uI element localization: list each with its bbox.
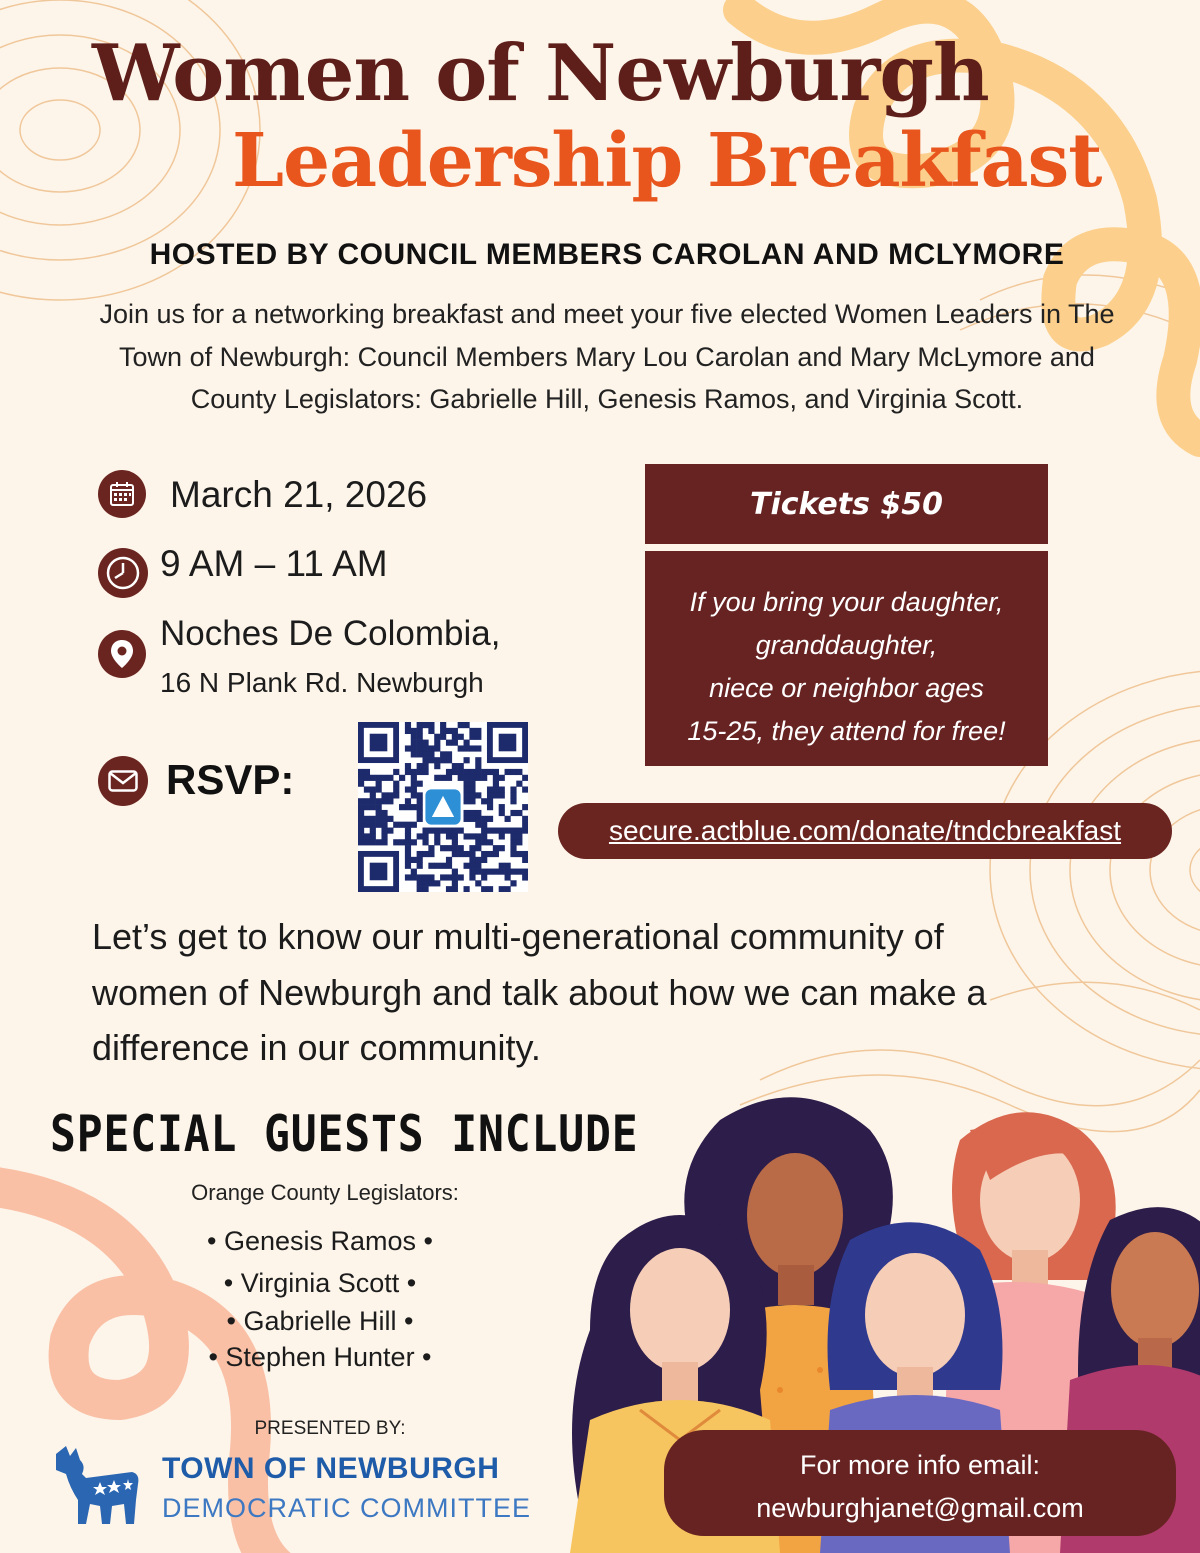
intro-line-1: Join us for a networking breakfast and meet your five elected Women Leaders in The: [99, 299, 1115, 329]
venue-address: 16 N Plank Rd. Newburgh: [160, 667, 484, 698]
title-line-2: Leadership Breakfast: [232, 118, 1102, 204]
org-name-line-2: DEMOCRATIC COMMITTEE: [162, 1493, 531, 1523]
special-guests-subheading: Orange County Legislators:: [191, 1180, 459, 1205]
contact-info: [664, 1430, 1176, 1536]
guest-item: • Gabrielle Hill •: [226, 1306, 414, 1336]
contact-label: For more info email:: [799, 1450, 1041, 1480]
org-name-line-1: TOWN OF NEWBURGH: [162, 1452, 500, 1485]
envelope-icon: [98, 756, 148, 806]
presented-by-label: PRESENTED BY:: [254, 1418, 406, 1439]
tickets-free-note: [645, 551, 1048, 766]
tickets-note-line-1: If you bring your daughter,: [689, 587, 1004, 617]
tickets-note-line-4: 15-25, they attend for free!: [687, 716, 1006, 746]
intro-line-3: County Legislators: Gabrielle Hill, Genesis Ramos, and Virginia Scott.: [190, 384, 1024, 414]
tickets-price-header: Tickets $50: [645, 464, 1048, 544]
intro-line-2: Town of Newburgh: Council Members Mary Lou Carolan and Mary McLymore and: [119, 341, 1095, 372]
community-line-2: women of Newburgh and talk about how we can make a: [92, 971, 987, 1013]
location-pin-icon: [98, 630, 146, 678]
donate-link[interactable]: secure.actblue.com/donate/tndcbreakfast: [558, 803, 1172, 859]
rsvp-label: RSVP:: [166, 756, 295, 803]
event-date: March 21, 2026: [170, 474, 428, 515]
venue-name: Noches De Colombia,: [160, 614, 501, 653]
guest-item: • Virginia Scott •: [223, 1268, 417, 1298]
guest-item: • Genesis Ramos •: [207, 1226, 433, 1256]
tickets-note-line-3: niece or neighbor ages: [709, 673, 984, 703]
community-paragraph: [92, 909, 1112, 1076]
guest-item: • Stephen Hunter •: [208, 1342, 432, 1372]
intro-paragraph: [20, 293, 1194, 421]
event-time: 9 AM – 11 AM: [160, 543, 388, 584]
qr-code[interactable]: [358, 722, 528, 892]
calendar-icon: [98, 470, 146, 518]
hosted-by-heading: HOSTED BY COUNCIL MEMBERS CAROLAN AND MCLYMORE: [149, 238, 1065, 271]
contact-email[interactable]: newburghjanet@gmail.com: [756, 1493, 1084, 1523]
donkey-icon: [52, 1444, 142, 1530]
clock-icon: [98, 548, 148, 598]
community-line-3: difference in our community.: [92, 1027, 541, 1068]
title-line-1: Women of Newburgh: [92, 28, 989, 119]
tickets-note-line-2: granddaughter,: [755, 630, 938, 660]
community-line-1: Let’s get to know our multi-generational community of: [92, 916, 944, 957]
special-guests-heading: SPECIAL GUESTS INCLUDE: [50, 1105, 639, 1163]
